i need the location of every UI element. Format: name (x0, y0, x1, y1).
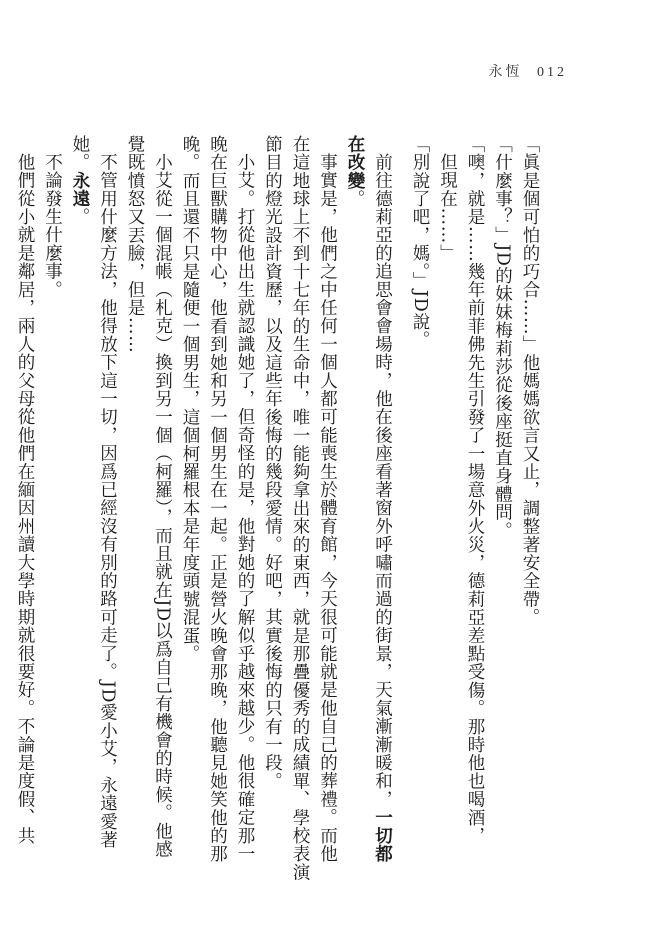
text-column: 「別說了吧，媽。」JD說。 (410, 135, 430, 349)
emphasis-text: 在改變 (345, 135, 365, 190)
emphasis-text: 永遠 (70, 171, 90, 208)
text-column: 他們從小就是鄰居，兩人的父母從他們在緬因州讀大學時期就很要好。不論是度假、共 (15, 152, 35, 845)
text-column: 事實是，他們之中任何一個人都可能喪生於體育館，今天很可能就是他自己的葬禮。而他 (317, 152, 338, 863)
text-column (341, 135, 369, 865)
page-number: 012 (537, 65, 567, 80)
text-column: 節目的燈光設計資歷，以及這些年後悔的幾段愛情。好吧，其實後悔的只有一段。 (262, 135, 283, 791)
book-title: 永恆 (488, 65, 523, 80)
text-column: 「眞是個可怕的巧合……」他媽媽欲言又止，調整著安全帶。 (520, 135, 540, 627)
text-column: 晚在巨獸購物中心，他看到她和另一個男生在一起。正是營火晚會那晚，他聽見她笑他的那 (207, 135, 228, 863)
text-column (66, 135, 94, 865)
text-column: 但現在……」 (437, 152, 458, 262)
text-column: 不論發生什麼事。 (42, 152, 63, 299)
text-column: 晚。而且還不只是隨便一個男生，這個柯羅根本是年度頭號混蛋。 (180, 135, 200, 663)
text-column: 覺既憤怒又丟臉，但是…… (125, 135, 145, 354)
emphasis-text: 一切都 (372, 807, 393, 863)
running-header (489, 61, 568, 81)
text-run: 。 (345, 189, 365, 208)
text-column: 在這地球上不到十七年的生命中，唯一能夠拿出來的東西，就是那疊優秀的成績單、學校表演 (290, 135, 310, 882)
text-column: 不管用什麼方法，他得放下這一切，因爲已經沒有別的路可走了。JD愛小艾，永遠愛著 (97, 152, 118, 849)
text-column: 小艾從一個混帳（札克）換到另一個（柯羅），而且就在JD以爲自己有機會的時候。他感 (152, 152, 173, 858)
text-column: 小艾。打從他出生就認識她了，但奇怪的是，他對她的了解似乎越來越少。他很確定那一 (235, 152, 255, 863)
text-run: 前往德莉亞的追思會會場時，他在後座看著窗外呼嘯而過的街景，天氣漸漸暖和， (372, 152, 393, 808)
text-column: 「什麼事？」JD的妹妹梅莉莎從後座挺直身體問。 (492, 135, 513, 540)
text-run: 她。 (70, 135, 90, 172)
vertical-text-body (15, 135, 543, 882)
text-column (368, 135, 396, 865)
text-column: 「噢，就是……幾年前菲佛先生引發了一場意外火災，德莉亞差點受傷。那時他也喝酒， (465, 135, 485, 845)
text-run: 。 (70, 207, 90, 227)
